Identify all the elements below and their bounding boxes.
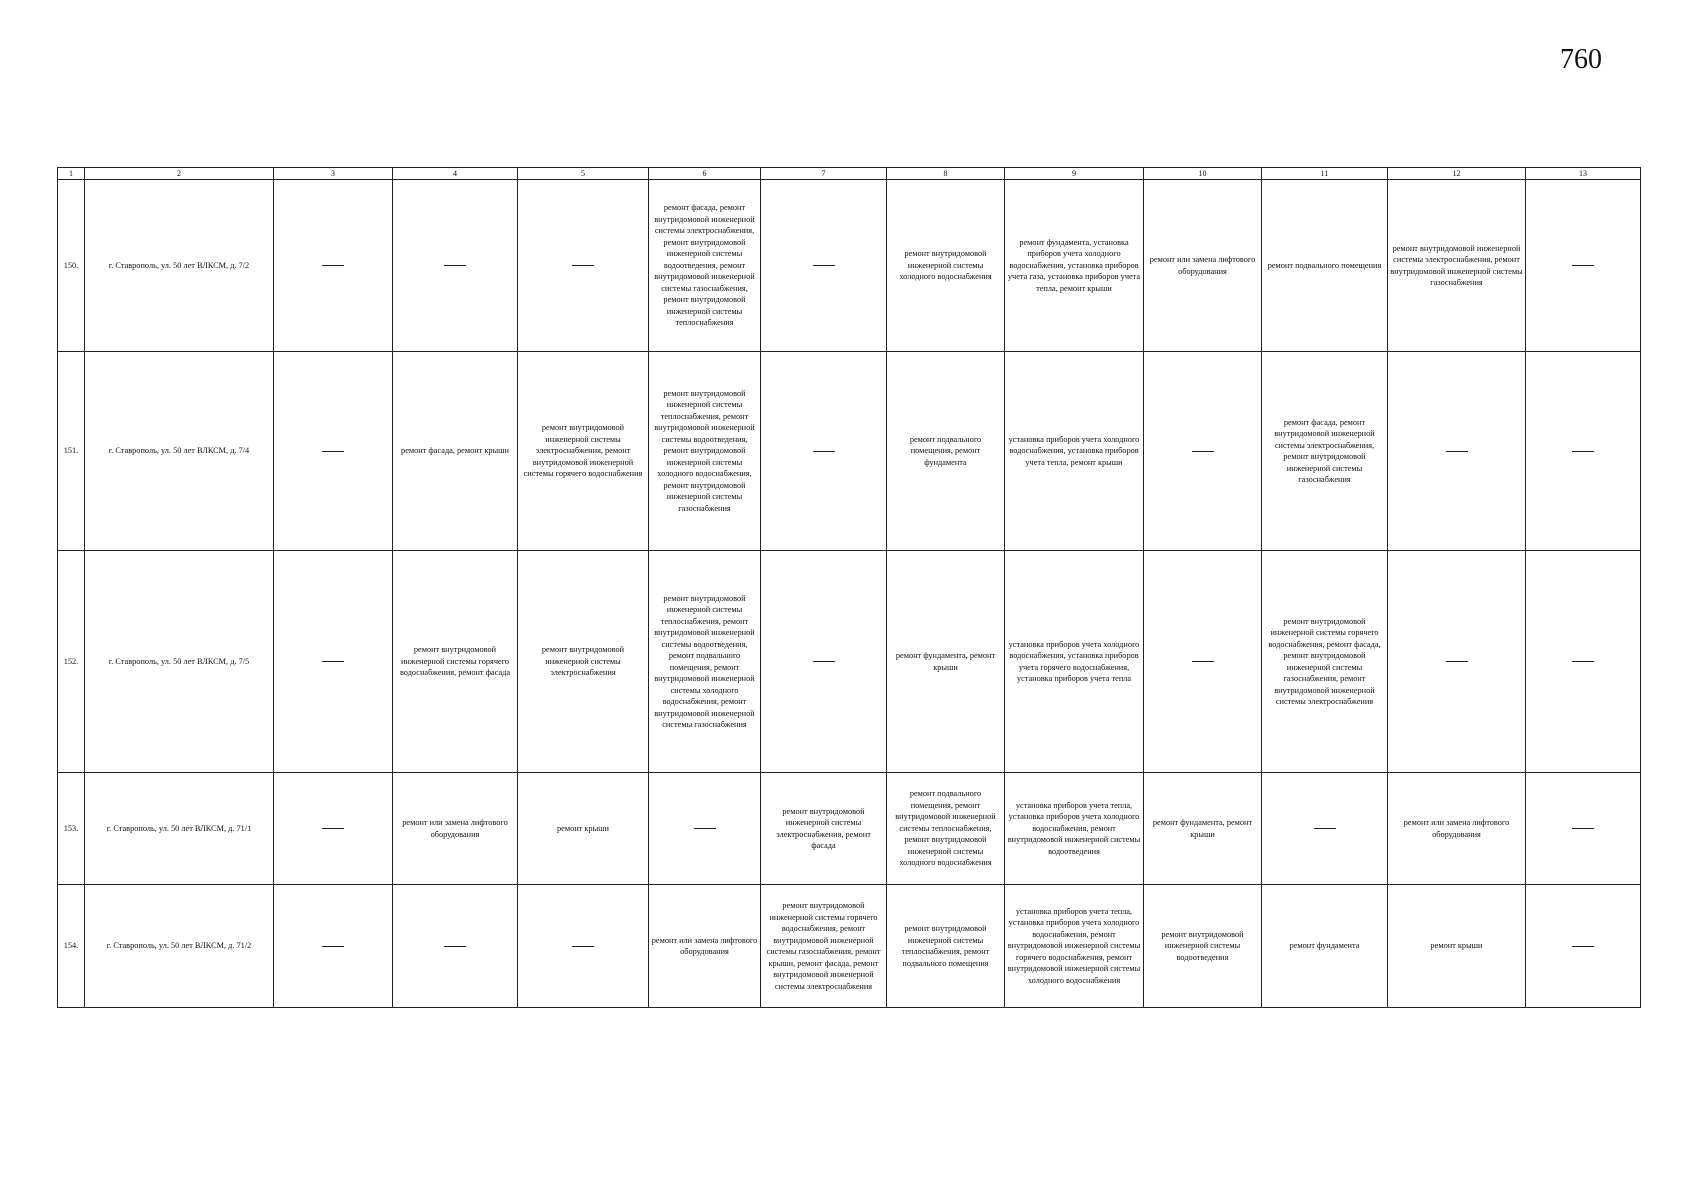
empty-cell [1388,551,1526,773]
column-header: 2 [85,168,274,180]
work-cell: ремонт крыши [518,773,649,885]
work-cell: установка приборов учета тепла, установка приборов учета холодного водоснабжения, ремонт внутридомовой инженерной системы водоотведения [1005,773,1144,885]
empty-cell [761,551,887,773]
column-header: 13 [1526,168,1641,180]
table-row [58,180,1641,352]
table-row [58,773,1641,885]
dash-mark [813,265,835,266]
dash-mark [694,828,716,829]
empty-cell [274,551,393,773]
dash-mark [322,265,344,266]
work-cell: ремонт внутридомовой инженерной системы теплоснабжения, ремонт внутридомовой инженерной системы водоотведения, ремонт внутридомовой инженерной системы холодного водоснабжения, ремонт внутридомовой инженерной системы газоснабжения [649,352,761,551]
work-cell: ремонт фасада, ремонт внутридомовой инженерной системы электроснабжения, ремонт внутридомовой инженерной системы водоотведения, ремонт внутридомовой инженерной системы газоснабжения, ремонт внутридомовой инженерной системы теплоснабжения [649,180,761,352]
dash-mark [1192,661,1214,662]
work-cell: ремонт внутридомовой инженерной системы водоотведения [1144,885,1262,1008]
work-cell: ремонт внутридомовой инженерной системы электроснабжения, ремонт внутридомовой инженерной системы горячего водоснабжения [518,352,649,551]
work-cell: ремонт подвального помещения, ремонт фундамента [887,352,1005,551]
dash-mark [813,661,835,662]
column-header: 9 [1005,168,1144,180]
work-cell: ремонт фундамента, ремонт крыши [1144,773,1262,885]
work-cell: ремонт подвального помещения, ремонт внутридомовой инженерной системы теплоснабжения, ремонт внутридомовой инженерной системы холодного водоснабжения [887,773,1005,885]
repair-schedule-table [57,167,1641,1008]
dash-mark [1192,451,1214,452]
work-cell: ремонт подвального помещения [1262,180,1388,352]
work-cell: ремонт фасада, ремонт крыши [393,352,518,551]
column-header: 8 [887,168,1005,180]
address-cell: г. Ставрополь, ул. 50 лет ВЛКСМ, д. 7/5 [85,551,274,773]
empty-cell [1388,352,1526,551]
empty-cell [274,180,393,352]
dash-mark [444,265,466,266]
dash-mark [322,828,344,829]
empty-cell [274,352,393,551]
empty-cell [761,180,887,352]
work-cell: ремонт фасада, ремонт внутридомовой инженерной системы электроснабжения, ремонт внутридомовой инженерной системы газоснабжения [1262,352,1388,551]
dash-mark [1572,661,1594,662]
column-header: 12 [1388,168,1526,180]
work-cell: установка приборов учета холодного водоснабжения, установка приборов учета тепла, ремонт крыши [1005,352,1144,551]
dash-mark [322,661,344,662]
empty-cell [1144,352,1262,551]
dash-mark [1572,451,1594,452]
address-cell: г. Ставрополь, ул. 50 лет ВЛКСМ, д. 71/1 [85,773,274,885]
column-header: 11 [1262,168,1388,180]
empty-cell [761,352,887,551]
work-cell: ремонт внутридомовой инженерной системы холодного водоснабжения [887,180,1005,352]
dash-mark [1572,828,1594,829]
work-cell: ремонт фундамента, ремонт крыши [887,551,1005,773]
dash-mark [572,265,594,266]
work-cell: ремонт или замена лифтового оборудования [1144,180,1262,352]
dash-mark [1446,661,1468,662]
work-cell: ремонт внутридомовой инженерной системы электроснабжения [518,551,649,773]
dash-mark [444,946,466,947]
column-header: 3 [274,168,393,180]
work-cell: ремонт внутридомовой инженерной системы горячего водоснабжения, ремонт фасада [393,551,518,773]
empty-cell [1262,773,1388,885]
row-number: 153. [58,773,85,885]
address-cell: г. Ставрополь, ул. 50 лет ВЛКСМ, д. 71/2 [85,885,274,1008]
work-cell: ремонт внутридомовой инженерной системы горячего водоснабжения, ремонт фасада, ремонт внутридомовой инженерной системы газоснабжения, ремонт внутридомовой инженерной системы электроснабжения [1262,551,1388,773]
column-header: 1 [58,168,85,180]
dash-mark [1446,451,1468,452]
work-cell: ремонт или замена лифтового оборудования [393,773,518,885]
dash-mark [1572,265,1594,266]
dash-mark [572,946,594,947]
table-body [58,180,1641,1008]
empty-cell [393,885,518,1008]
table-row [58,352,1641,551]
address-cell: г. Ставрополь, ул. 50 лет ВЛКСМ, д. 7/4 [85,352,274,551]
row-number: 150. [58,180,85,352]
column-header: 5 [518,168,649,180]
work-cell: установка приборов учета тепла, установка приборов учета холодного водоснабжения, ремонт внутридомовой инженерной системы горячего водоснабжения, ремонт внутридомовой инженерной системы холодного водоснабжения [1005,885,1144,1008]
address-cell: г. Ставрополь, ул. 50 лет ВЛКСМ, д. 7/2 [85,180,274,352]
empty-cell [518,180,649,352]
dash-mark [322,946,344,947]
empty-cell [1526,773,1641,885]
work-cell: ремонт внутридомовой инженерной системы теплоснабжения, ремонт подвального помещения [887,885,1005,1008]
table-row [58,885,1641,1008]
table-row [58,551,1641,773]
dash-mark [322,451,344,452]
column-header: 6 [649,168,761,180]
empty-cell [649,773,761,885]
empty-cell [274,885,393,1008]
empty-cell [1526,180,1641,352]
work-cell: ремонт фундамента [1262,885,1388,1008]
row-number: 154. [58,885,85,1008]
column-number-row [58,168,1641,180]
empty-cell [1526,551,1641,773]
work-cell: ремонт крыши [1388,885,1526,1008]
work-cell: ремонт внутридомовой инженерной системы теплоснабжения, ремонт внутридомовой инженерной системы водоотведения, ремонт подвального помещения, ремонт внутридомовой инженерной системы холодного водоснабжения, ремонт внутридомовой инженерной системы газоснабжения [649,551,761,773]
column-header: 7 [761,168,887,180]
column-header: 4 [393,168,518,180]
empty-cell [518,885,649,1008]
empty-cell [274,773,393,885]
work-cell: ремонт или замена лифтового оборудования [1388,773,1526,885]
page-number: 760 [1560,44,1602,75]
empty-cell [393,180,518,352]
work-cell: ремонт фундамента, установка приборов учета холодного водоснабжения, установка приборов учета газа, установка приборов учета тепла, ремонт крыши [1005,180,1144,352]
dash-mark [1572,946,1594,947]
row-number: 152. [58,551,85,773]
work-cell: ремонт внутридомовой инженерной системы горячего водоснабжения, ремонт внутридомовой инженерной системы газоснабжения, ремонт крыши, ремонт фасада, ремонт внутридомовой инженерной системы электроснабжения [761,885,887,1008]
dash-mark [1314,828,1336,829]
empty-cell [1526,885,1641,1008]
work-cell: ремонт внутридомовой инженерной системы электроснабжения, ремонт внутридомовой инженерной системы газоснабжения [1388,180,1526,352]
work-cell: установка приборов учета холодного водоснабжения, установка приборов учета горячего водоснабжения, установка приборов учета тепла [1005,551,1144,773]
row-number: 151. [58,352,85,551]
column-header: 10 [1144,168,1262,180]
work-cell: ремонт или замена лифтового оборудования [649,885,761,1008]
work-cell: ремонт внутридомовой инженерной системы электроснабжения, ремонт фасада [761,773,887,885]
dash-mark [813,451,835,452]
empty-cell [1144,551,1262,773]
empty-cell [1526,352,1641,551]
